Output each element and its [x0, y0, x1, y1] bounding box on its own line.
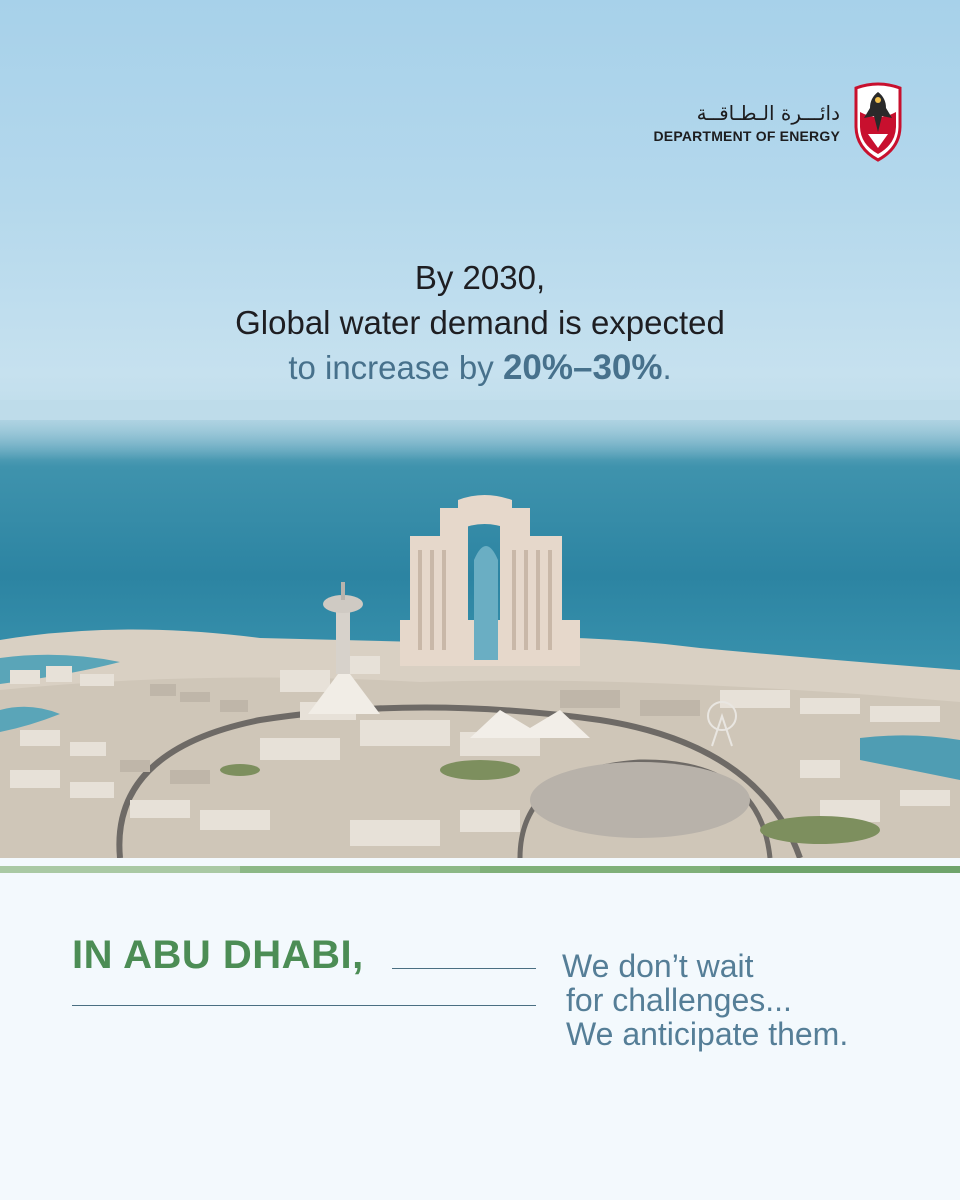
logo-wordmark — [653, 100, 840, 144]
headline — [0, 255, 960, 390]
tagline-line: We don’t wait — [562, 948, 754, 984]
horizon-haze — [0, 400, 960, 460]
location-heading: IN ABU DHABI, — [72, 933, 364, 977]
message-panel — [0, 873, 960, 1200]
headline-increase — [0, 345, 960, 390]
logo-english-name: DEPARTMENT OF ENERGY — [653, 128, 840, 144]
headline-increase-suffix: . — [662, 349, 672, 386]
tagline-line: for challenges... — [566, 982, 792, 1018]
headline-year: By 2030, — [414, 259, 546, 296]
tagline — [562, 949, 848, 1051]
headline-increase-prefix: to increase by — [288, 349, 503, 386]
stripe-segment — [240, 866, 480, 873]
island-cityscape — [0, 470, 960, 858]
stripe-segment — [0, 866, 240, 873]
logo-arabic-name: دائـــرة الـطـاقــة — [696, 101, 840, 125]
decorative-line — [392, 968, 536, 969]
headline-increase-range: 20%–30% — [502, 348, 663, 387]
tagline-line: We anticipate them. — [566, 1016, 849, 1052]
stripe-segment — [480, 866, 720, 873]
department-logo — [653, 82, 906, 162]
headline-statement: Global water demand is expected — [235, 304, 725, 341]
falcon-emblem-icon — [850, 82, 906, 162]
decorative-line — [72, 1005, 536, 1006]
stripe-segment — [720, 866, 960, 873]
color-stripe-divider — [0, 866, 960, 873]
